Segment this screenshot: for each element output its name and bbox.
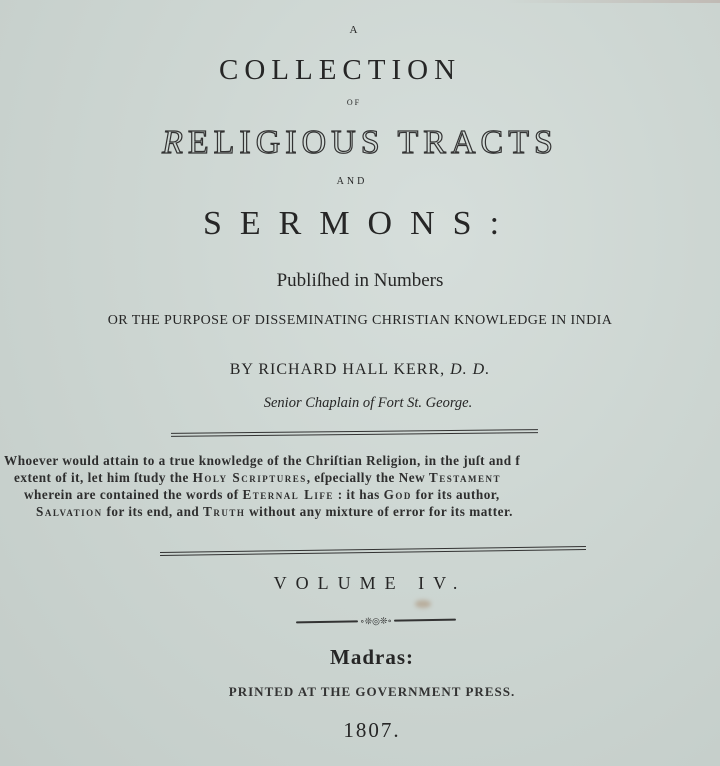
ornament-bar-right xyxy=(394,619,456,622)
epigraph-smallcaps: Holy Scriptures xyxy=(192,470,307,485)
epigraph-text: wherein are contained the words of xyxy=(24,487,243,502)
ornament-icon: ∘❊◎❊∘ xyxy=(360,615,392,626)
published-note: Publiſhed in Numbers xyxy=(276,270,444,291)
epigraph-text: for its author, xyxy=(411,487,500,502)
epigraph-smallcaps: Salvation xyxy=(36,504,103,519)
title-article: A xyxy=(349,24,359,36)
double-rule-bottom xyxy=(160,546,586,556)
purpose-statement: OR THE PURPOSE OF DISSEMINATING CHRISTIAN KNOWLEDGE IN INDIA xyxy=(107,313,613,328)
epigraph-text: extent of it, let him ſtudy the xyxy=(14,470,193,485)
epigraph-text: , eſpecially the New xyxy=(306,470,429,485)
author-line xyxy=(0,361,720,379)
epigraph-text: without any mixture of error for its matter. xyxy=(245,504,513,519)
page-edge xyxy=(0,0,720,3)
author-name: BY RICHARD HALL KERR, xyxy=(229,361,446,378)
epigraph-smallcaps: Eternal Life xyxy=(242,487,334,502)
connector-of: OF xyxy=(346,98,362,107)
imprint-printer: PRINTED AT THE GOVERNMENT PRESS. xyxy=(228,684,516,699)
epigraph-line: Whoever would attain to a true knowledge of the Chriſtian Religion, in the juſt and f xyxy=(4,453,521,468)
epigraph xyxy=(2,452,718,520)
title-rest: ELIGIOUS TRACTS xyxy=(187,124,558,161)
ornament-bar-left xyxy=(296,620,358,623)
epigraph-text: for its end, and xyxy=(102,504,204,519)
title-initial: R xyxy=(162,124,188,161)
double-rule-top xyxy=(171,429,538,437)
epigraph-line xyxy=(2,486,718,503)
connector-and: AND xyxy=(336,176,368,187)
epigraph-text: : it has xyxy=(333,487,384,502)
imprint-place: Madras: xyxy=(330,645,414,669)
imprint-year: 1807. xyxy=(343,718,401,742)
epigraph-smallcaps: Truth xyxy=(203,504,246,519)
foxing-stain xyxy=(415,600,431,608)
ornament-divider xyxy=(296,616,456,627)
title-religious-tracts xyxy=(0,124,720,162)
title-sermons: SERMONS: xyxy=(202,205,518,242)
volume-label: VOLUME IV. xyxy=(273,573,467,593)
author-title: Senior Chaplain of Fort St. George. xyxy=(263,395,473,411)
author-degree: D. D. xyxy=(450,361,491,378)
epigraph-line xyxy=(2,469,718,486)
epigraph-line xyxy=(2,503,718,520)
epigraph-smallcaps: God xyxy=(383,487,412,502)
epigraph-smallcaps: Testament xyxy=(428,470,502,485)
title-collection: COLLECTION xyxy=(218,54,462,86)
